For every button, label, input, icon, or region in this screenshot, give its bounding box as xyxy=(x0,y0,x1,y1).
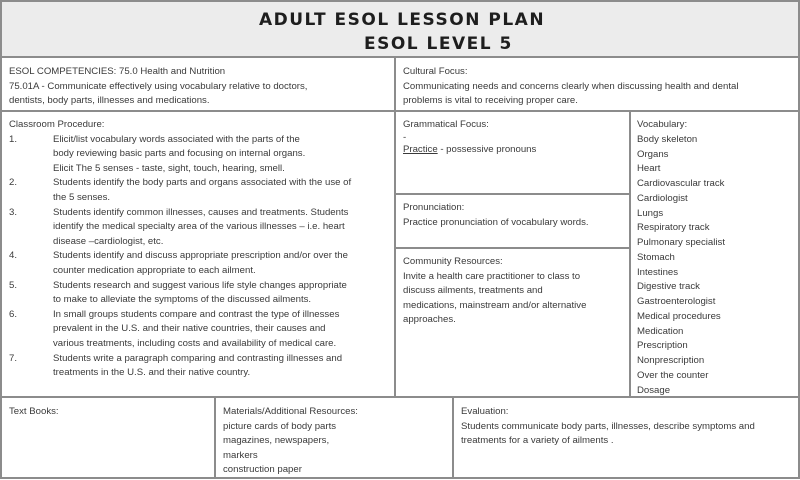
procedure-step: 7. Students write a paragraph comparing and contrasting illnesses and treatments in the U.S. and their native country. xyxy=(9,352,343,379)
grammatical-focus-dash: - xyxy=(403,131,407,143)
community-resources-label: Community Resources: xyxy=(403,256,503,267)
procedure-step: 3. Students identify common illnesses, causes and treatments. Students identify the medical specialty area of the various illnesses – i.e. heart disease –cardiologist, etc. xyxy=(9,206,349,247)
evaluation-cell xyxy=(454,400,798,477)
community-resources-cell xyxy=(396,251,629,396)
vocabulary-item: Respiratory track xyxy=(637,222,710,234)
vocabulary-item: Gastroenterologist xyxy=(637,296,716,307)
vocabulary-item: Organs xyxy=(637,148,669,160)
vocabulary-item: Lungs xyxy=(637,207,664,219)
vocabulary-item: Prescription xyxy=(637,340,688,352)
lesson-plan-header xyxy=(0,0,800,58)
grammatical-focus-cell xyxy=(396,114,629,193)
competencies-text: 75.01A - Communicate effectively using vocabulary relative to doctors, xyxy=(9,80,308,92)
vocabulary-item: Over the counter xyxy=(637,369,709,381)
competencies-text: dentists, body parts, illnesses and medications. xyxy=(9,95,210,107)
cell-divider xyxy=(394,247,630,249)
vocabulary-item: Medical procedures xyxy=(637,310,721,322)
row-divider xyxy=(0,396,800,398)
vocabulary-item: Nonprescription xyxy=(637,355,705,366)
grammatical-focus-text: Practice - possessive pronouns xyxy=(403,143,537,155)
community-resources-text: medications, mainstream and/or alternative xyxy=(403,299,587,311)
vocabulary-item: Heart xyxy=(637,163,661,175)
community-resources-text: discuss ailments, treatments and xyxy=(403,285,543,297)
cultural-focus-text: problems is vital to receiving proper care. xyxy=(403,95,578,107)
vocabulary-item: Cardiovascular track xyxy=(637,178,725,189)
vocabulary-item: Pulmonary specialist xyxy=(637,237,725,248)
vocabulary-item: Dosage xyxy=(637,384,671,396)
vocabulary-label: Vocabulary: xyxy=(637,119,688,130)
grammatical-focus-label: Grammatical Focus: xyxy=(403,119,489,130)
pronunciation-label: Pronunciation: xyxy=(403,202,465,213)
text-books-cell xyxy=(2,400,214,477)
row-divider xyxy=(0,110,800,112)
vocabulary-item: Cardiologist xyxy=(637,192,688,204)
cultural-focus-cell xyxy=(396,60,798,110)
page-subtitle: ESOL LEVEL 5 xyxy=(364,34,513,54)
pronunciation-text: Practice pronunciation of vocabulary words. xyxy=(403,216,589,228)
vocabulary-item: Intestines xyxy=(637,266,679,278)
competencies-cell xyxy=(2,60,394,110)
procedure-step: 1. Elicit/list vocabulary words associated with the parts of the body reviewing basic parts and focusing on internal organs. Elicit The 5 senses - taste, sight, touch, hearing, smell. xyxy=(9,133,306,174)
cell-divider xyxy=(394,193,630,195)
page-title: ADULT ESOL LESSON PLAN xyxy=(258,10,546,30)
materials-item: construction paper xyxy=(223,464,302,476)
classroom-procedure-cell xyxy=(2,114,394,396)
procedure-step: 4. Students identify and discuss appropriate prescription and/or over the counter medication appropriate to each ailment. xyxy=(9,250,348,276)
cultural-focus-label: Cultural Focus: xyxy=(403,66,468,77)
procedure-step: 2. Students identify the body parts and organs associated with the use of the 5 senses. xyxy=(9,177,352,203)
evaluation-text: treatments for a variety of ailments . xyxy=(461,435,614,447)
materials-item: magazines, newspapers, xyxy=(223,435,330,447)
materials-label: Materials/Additional Resources: xyxy=(223,406,358,417)
community-resources-text: approaches. xyxy=(403,314,456,326)
materials-item: picture cards of body parts xyxy=(223,420,337,432)
evaluation-text: Students communicate body parts, illnesses, describe symptoms and xyxy=(461,420,755,432)
materials-item: markers xyxy=(223,449,258,461)
evaluation-label: Evaluation: xyxy=(461,406,509,417)
vocabulary-item: Stomach xyxy=(637,251,675,263)
competencies-label: ESOL COMPETENCIES: 75.0 Health and Nutrition xyxy=(9,66,226,77)
procedure-step: 6. In small groups students compare and contrast the type of illnesses prevalent in the U.S. and their native countries, their causes and various treatments, including costs and availability of medical care. xyxy=(9,308,340,349)
text-books-label: Text Books: xyxy=(9,406,59,417)
community-resources-text: Invite a health care practitioner to class to xyxy=(403,270,581,282)
vocabulary-item: Medication xyxy=(637,325,684,337)
cultural-focus-text: Communicating needs and concerns clearly when discussing health and dental xyxy=(403,80,739,92)
pronunciation-cell xyxy=(396,197,629,247)
materials-cell xyxy=(216,400,452,477)
vocabulary-cell xyxy=(631,114,798,396)
vocabulary-item: Body skeleton xyxy=(637,133,698,145)
vocabulary-item: Digestive track xyxy=(637,281,700,293)
procedure-label: Classroom Procedure: xyxy=(9,119,105,130)
procedure-step: 5. Students research and suggest various life style changes appropriate to make to alleviate the symptoms of the discussed ailments. xyxy=(9,279,347,306)
